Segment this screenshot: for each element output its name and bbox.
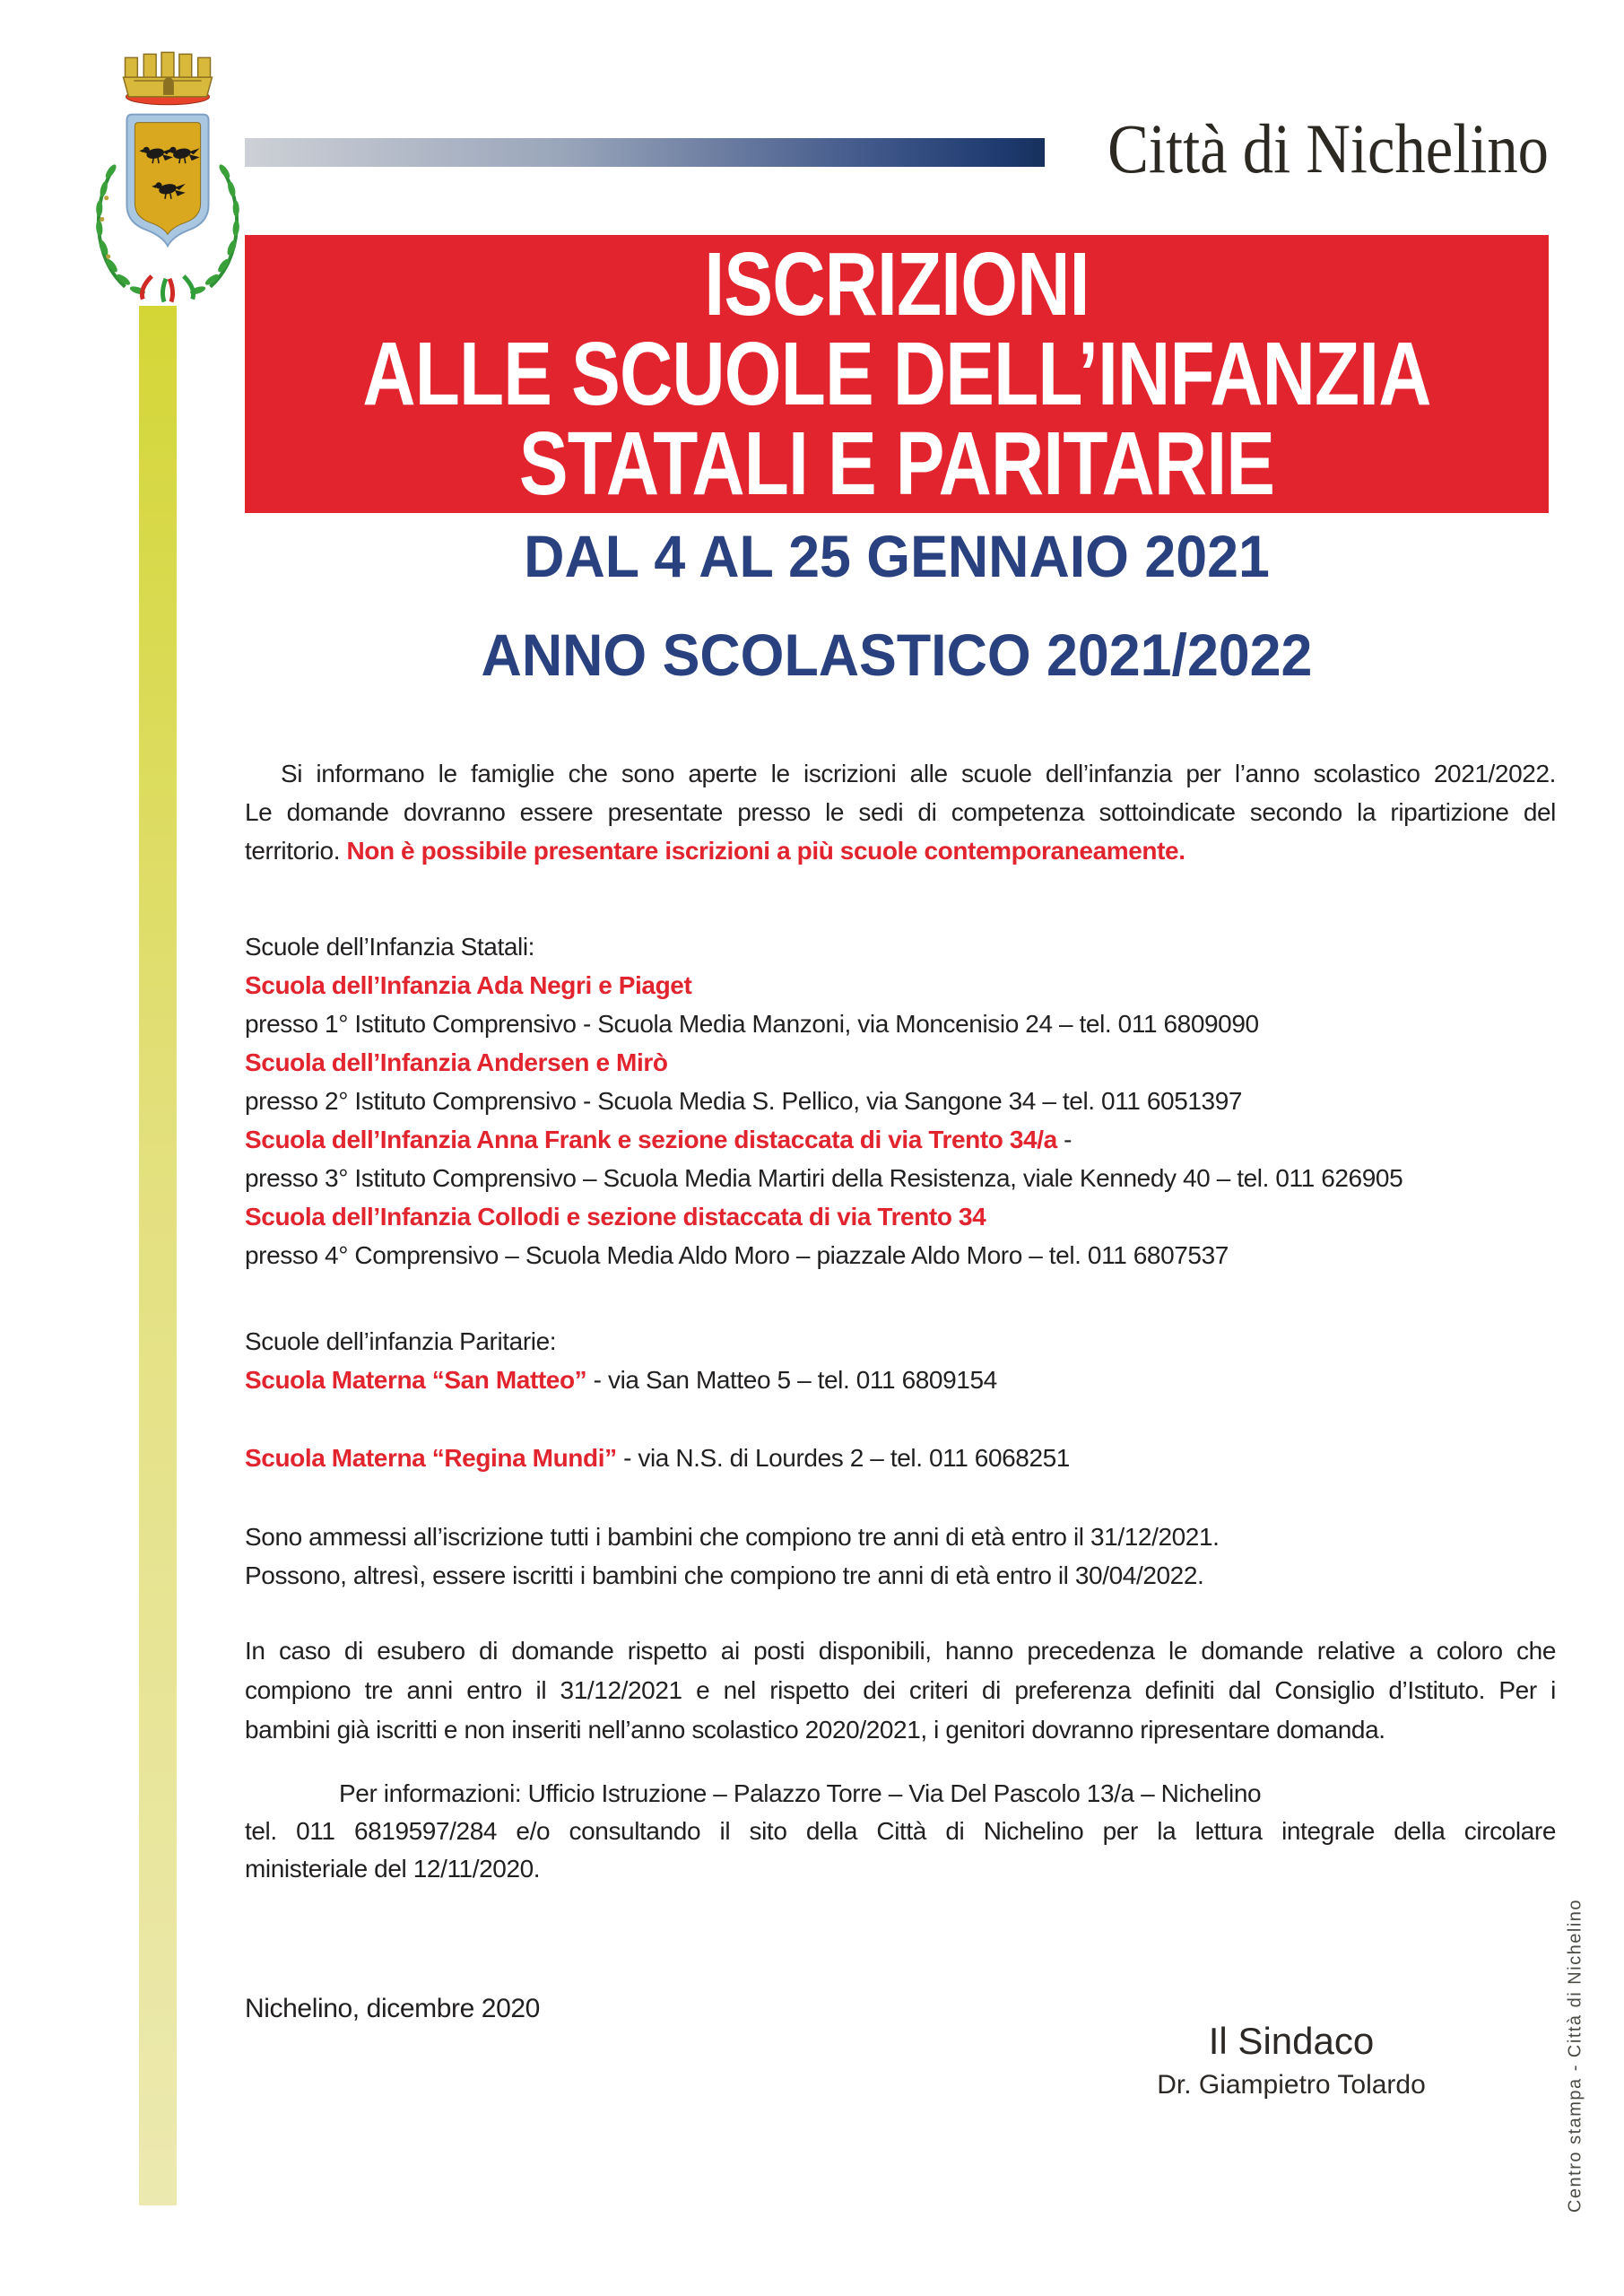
priority-paragraph <box>245 1631 1556 1750</box>
school-name: Scuola dell’Infanzia Collodi e sezione distaccata di via Trento 34 <box>245 1203 986 1231</box>
intro-line-3-warning: Non è possibile presentare iscrizioni a più scuole contemporaneamente. <box>346 837 1185 865</box>
intro-line-3 <box>245 831 1556 870</box>
shield-field <box>135 123 200 235</box>
title-banner <box>245 235 1549 513</box>
school-name: Scuola Materna “Regina Mundi” <box>245 1444 617 1472</box>
admission-rules <box>245 1518 1556 1595</box>
school-detail-row: presso 1° Istituto Comprensivo - Scuola Media Manzoni, via Moncenisio 24 – tel. 011 6809090 <box>245 1010 1259 1038</box>
info-contact-rest <box>245 1813 1556 1888</box>
school-detail-row: presso 2° Istituto Comprensivo - Scuola Media S. Pellico, via Sangone 34 – tel. 011 6051397 <box>245 1087 1243 1115</box>
admission-line-1: Sono ammessi all’iscrizione tutti i bambini che compiono tre anni di età entro il 31/12/2021. <box>245 1523 1220 1551</box>
school-detail-row: presso 4° Comprensivo – Scuola Media Aldo Moro – piazzale Aldo Moro – tel. 011 6807537 <box>245 1241 1229 1269</box>
admission-line-2: Possono, altresì, essere iscritti i bambini che compiono tre anni di età entro il 30/04/2022. <box>245 1561 1204 1589</box>
mural-crown <box>124 52 213 97</box>
state-schools-heading: Scuole dell’Infanzia Statali: <box>245 933 535 961</box>
priority-line-3: bambini già iscritti e non inseriti nell’anno scolastico 2020/2021, i genitori dovranno ripresentare domanda. <box>245 1716 1385 1744</box>
banner-line-3: STATALI E PARITARIE <box>518 413 1275 514</box>
state-schools-section <box>245 927 1556 1274</box>
info-line-3: ministeriale del 12/11/2020. <box>245 1855 541 1883</box>
private-schools-heading: Scuole dell’infanzia Paritarie: <box>245 1327 557 1355</box>
school-detail: - via San Matteo 5 – tel. 011 6809154 <box>586 1366 997 1394</box>
private-school-row <box>245 1439 1556 1477</box>
signature-block <box>1103 2018 1480 2106</box>
school-year: ANNO SCOLASTICO 2021/2022 <box>481 622 1313 688</box>
info-line-2: tel. 011 6819597/284 e/o consultando il sito della Città di Nichelino per la lettura integrale della circolare <box>245 1817 1556 1845</box>
school-name-row <box>245 1043 1556 1082</box>
priority-line-1: In caso di esubero di domande rispetto ai posti disponibili, hanno precedenza le domande relative a coloro che <box>245 1637 1556 1665</box>
nichelino-coat-of-arms <box>79 36 256 312</box>
school-name-row <box>245 966 1556 1004</box>
signature-role: Il Sindaco <box>1208 2020 1375 2062</box>
school-detail: - via N.S. di Lourdes 2 – tel. 011 6068251 <box>616 1444 1070 1472</box>
left-accent-bar <box>139 306 177 2205</box>
banner-line-1: ISCRIZIONI <box>704 234 1090 335</box>
school-name: Scuola dell’Infanzia Anna Frank e sezione distaccata di via Trento 34/a <box>245 1126 1057 1153</box>
signature-name: Dr. Giampietro Tolardo <box>1157 2070 1426 2100</box>
header-gradient-bar <box>245 138 1045 167</box>
tricolor-ribbon <box>142 276 193 302</box>
intro-line-3-black: territorio. <box>245 837 347 865</box>
school-name-suffix: - <box>1056 1126 1073 1153</box>
intro-line-1: Si informano le famiglie che sono aperte le iscrizioni alle scuole dell’infanzia per l’anno scolastico 2021/2022. <box>281 760 1556 787</box>
banner-line-2: ALLE SCUOLE DELL’INFANZIA <box>362 324 1431 424</box>
intro-paragraph <box>245 754 1556 870</box>
school-name-row <box>245 1120 1556 1159</box>
school-name-row <box>245 1197 1556 1236</box>
school-name: Scuola Materna “San Matteo” <box>245 1366 587 1394</box>
school-name: Scuola dell’Infanzia Ada Negri e Piaget <box>245 971 692 999</box>
private-school-row <box>245 1361 1556 1399</box>
school-detail-row: presso 3° Istituto Comprensivo – Scuola Media Martiri della Resistenza, viale Kennedy 40 – tel. 011 626905 <box>245 1164 1403 1192</box>
priority-line-2: compiono tre anni entro il 31/12/2021 e nel rispetto dei criteri di preferenza definiti dal Consiglio d’Istituto. Per i <box>245 1676 1556 1704</box>
enrollment-period: DAL 4 AL 25 GENNAIO 2021 <box>524 523 1270 589</box>
print-office-note: Centro stampa - Città di Nichelino <box>1565 1898 1585 2213</box>
intro-line-2: Le domande dovranno essere presentate presso le sedi di competenza sottoindicate secondo la ripartizione del <box>245 798 1556 826</box>
city-title: Città di Nichelino <box>1107 109 1549 187</box>
info-contact-line: Per informazioni: Ufficio Istruzione – Palazzo Torre – Via Del Pascolo 13/a – Nichelino <box>339 1779 1262 1807</box>
place-and-date: Nichelino, dicembre 2020 <box>245 1994 540 2023</box>
school-name: Scuola dell’Infanzia Andersen e Mirò <box>245 1048 668 1076</box>
